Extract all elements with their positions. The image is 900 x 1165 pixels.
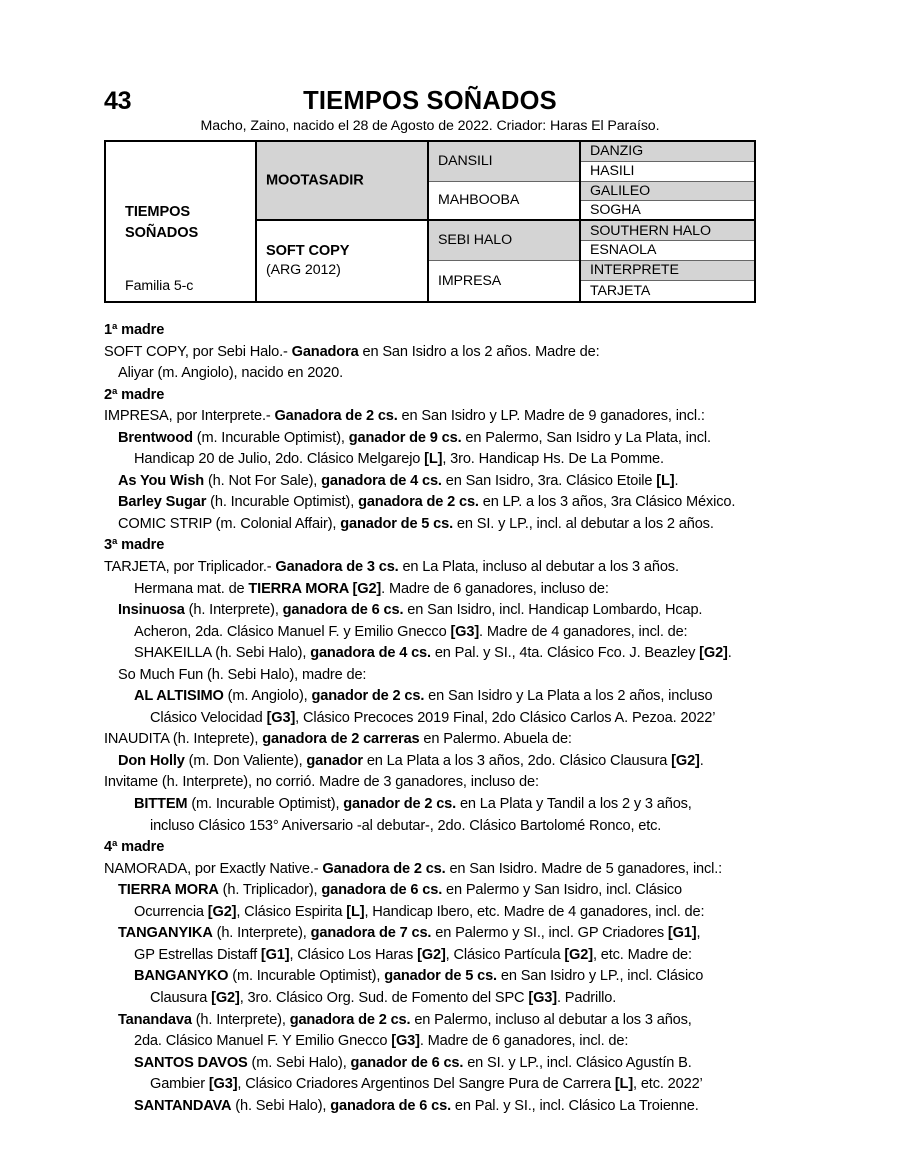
narrative-line: Clausura [G2], 3ro. Clásico Org. Sud. de Fomento del SPC [G3]. Padrillo. bbox=[150, 989, 617, 1006]
dam-year: (ARG 2012) bbox=[266, 262, 341, 279]
pedigree-cell-great-grandparent bbox=[581, 241, 754, 261]
narrative-line: Invitame (h. Interprete), no corrió. Madre de 3 ganadores, incluso de: bbox=[104, 774, 539, 791]
grandparent-name: DANSILI bbox=[438, 153, 493, 170]
narrative-line: Gambier [G3], Clásico Criadores Argentinos Del Sangre Pura de Carrera [L], etc. 2022’ bbox=[150, 1076, 703, 1093]
horse-subtitle: Macho, Zaino, nacido el 28 de Agosto de 2022. Criador: Haras El Paraíso. bbox=[200, 118, 660, 134]
great-grandparent-name: TARJETA bbox=[590, 282, 651, 299]
section-heading: 3ª madre bbox=[104, 537, 165, 554]
great-grandparent-name: ESNAOLA bbox=[590, 242, 657, 259]
pedigree-cell-subject bbox=[106, 142, 255, 300]
catalog-number: 43 bbox=[104, 87, 132, 115]
narrative-line: So Much Fun (h. Sebi Halo), madre de: bbox=[118, 666, 367, 683]
pedigree-cell-great-grandparent bbox=[581, 261, 754, 281]
pedigree-cell-grandparent bbox=[429, 221, 579, 261]
narrative-line: AL ALTISIMO (m. Angiolo), ganador de 2 cs. en San Isidro y La Plata a los 2 años, incluso bbox=[134, 688, 713, 705]
sire-name: MOOTASADIR bbox=[266, 172, 364, 189]
pedigree-narrative bbox=[104, 320, 804, 1117]
narrative-line: TARJETA, por Triplicador.- Ganadora de 3 cs. en La Plata, incluso al debutar a los 3 años. bbox=[104, 559, 679, 576]
narrative-line: BITTEM (m. Incurable Optimist), ganador de 2 cs. en La Plata y Tandil a los 2 y 3 años, bbox=[134, 796, 692, 813]
grandparent-name: SEBI HALO bbox=[438, 232, 513, 249]
narrative-line: NAMORADA, por Exactly Native.- Ganadora de 2 cs. en San Isidro. Madre de 5 ganadores, incl.: bbox=[104, 860, 723, 877]
pedigree-cell-great-grandparent bbox=[581, 162, 754, 182]
subject-name-line2: SOÑADOS bbox=[125, 225, 199, 241]
narrative-line: COMIC STRIP (m. Colonial Affair), ganador de 5 cs. en SI. y LP., incl. al debutar a los 2 años. bbox=[118, 515, 714, 532]
narrative-line: Don Holly (m. Don Valiente), ganador en La Plata a los 3 años, 2do. Clásico Clausura [G2]. bbox=[118, 752, 704, 769]
family-label: Familia 5-c bbox=[125, 278, 194, 295]
narrative-line: 2da. Clásico Manuel F. Y Emilio Gnecco [G3]. Madre de 6 ganadores, incl. de: bbox=[134, 1033, 629, 1050]
great-grandparent-name: SOGHA bbox=[590, 202, 641, 219]
narrative-line: Insinuosa (h. Interprete), ganadora de 6 cs. en San Isidro, incl. Handicap Lombardo, Hcap. bbox=[118, 602, 703, 619]
pedigree-cell-great-grandparent bbox=[581, 182, 754, 202]
pedigree-cell-grandparent bbox=[429, 182, 579, 222]
pedigree-column-great-grandparents bbox=[581, 142, 754, 301]
section-heading: 4ª madre bbox=[104, 839, 165, 856]
page-title: TIEMPOS SOÑADOS bbox=[303, 87, 557, 115]
narrative-line: BANGANYKO (m. Incurable Optimist), ganador de 5 cs. en San Isidro y LP., incl. Clásico bbox=[134, 968, 704, 985]
narrative-line: TIERRA MORA (h. Triplicador), ganadora de 6 cs. en Palermo y San Isidro, incl. Clásico bbox=[118, 882, 683, 899]
narrative-line: Ocurrencia [G2], Clásico Espirita [L], Handicap Ibero, etc. Madre de 4 ganadores, incl. de: bbox=[134, 903, 705, 920]
narrative-line: INAUDITA (h. Inteprete), ganadora de 2 carreras en Palermo. Abuela de: bbox=[104, 731, 572, 748]
narrative-line: Brentwood (m. Incurable Optimist), ganador de 9 cs. en Palermo, San Isidro y La Plata, incl. bbox=[118, 429, 711, 446]
pedigree-cell-grandparent bbox=[429, 142, 579, 182]
pedigree-table bbox=[104, 140, 756, 303]
pedigree-cell-great-grandparent bbox=[581, 201, 754, 221]
great-grandparent-name: GALILEO bbox=[590, 182, 651, 199]
great-grandparent-name: SOUTHERN HALO bbox=[590, 222, 711, 239]
great-grandparent-name: INTERPRETE bbox=[590, 262, 679, 279]
pedigree-column-grandparents bbox=[429, 142, 581, 301]
grandparent-name: MAHBOOBA bbox=[438, 192, 520, 209]
narrative-line: Aliyar (m. Angiolo), nacido en 2020. bbox=[118, 365, 343, 382]
narrative-line: Barley Sugar (h. Incurable Optimist), ganadora de 2 cs. en LP. a los 3 años, 3ra Clásico México. bbox=[118, 494, 736, 511]
narrative-line: SHAKEILLA (h. Sebi Halo), ganadora de 4 cs. en Pal. y SI., 4ta. Clásico Fco. J. Beazley [G2]. bbox=[134, 645, 732, 662]
narrative-line: SOFT COPY, por Sebi Halo.- Ganadora en San Isidro a los 2 años. Madre de: bbox=[104, 343, 600, 360]
pedigree-column-subject bbox=[106, 142, 257, 301]
section-heading: 1ª madre bbox=[104, 322, 165, 338]
narrative-line: GP Estrellas Distaff [G1], Clásico Los Haras [G2], Clásico Partícula [G2], etc. Madre de: bbox=[134, 946, 692, 963]
pedigree-cell-dam bbox=[257, 221, 427, 301]
narrative-line: Handicap 20 de Julio, 2do. Clásico Melgarejo [L], 3ro. Handicap Hs. De La Pomme. bbox=[134, 451, 664, 468]
page-header bbox=[104, 86, 756, 140]
section-heading: 2ª madre bbox=[104, 386, 165, 403]
narrative-line: incluso Clásico 153° Aniversario -al debutar-, 2do. Clásico Bartolomé Ronco, etc. bbox=[150, 817, 662, 834]
narrative-line: Tanandava (h. Interprete), ganadora de 2 cs. en Palermo, incluso al debutar a los 3 años, bbox=[118, 1011, 692, 1028]
dam-name: SOFT COPY bbox=[266, 243, 350, 260]
narrative-line: Clásico Velocidad [G3], Clásico Precoces 2019 Final, 2do Clásico Carlos A. Pezoa. 2022’ bbox=[150, 709, 716, 726]
narrative-line: SANTOS DAVOS (m. Sebi Halo), ganador de 6 cs. en SI. y LP., incl. Clásico Agustín B. bbox=[134, 1054, 692, 1071]
grandparent-name: IMPRESA bbox=[438, 272, 502, 289]
narrative-line: Hermana mat. de TIERRA MORA [G2]. Madre de 6 ganadores, incluso de: bbox=[134, 580, 609, 597]
subject-name-line1: TIEMPOS bbox=[125, 204, 190, 220]
pedigree-cell-sire bbox=[257, 142, 427, 221]
great-grandparent-name: DANZIG bbox=[590, 143, 643, 160]
great-grandparent-name: HASILI bbox=[590, 163, 635, 180]
narrative-line: As You Wish (h. Not For Sale), ganadora de 4 cs. en San Isidro, 3ra. Clásico Etoile [L]. bbox=[118, 472, 679, 489]
subject-name bbox=[125, 202, 198, 244]
narrative-line: IMPRESA, por Interprete.- Ganadora de 2 cs. en San Isidro y LP. Madre de 9 ganadores, incl.: bbox=[104, 408, 705, 425]
pedigree-cell-great-grandparent bbox=[581, 281, 754, 301]
narrative-line: SANTANDAVA (h. Sebi Halo), ganadora de 6 cs. en Pal. y SI., incl. Clásico La Troienne. bbox=[134, 1097, 699, 1114]
narrative-line: TANGANYIKA (h. Interprete), ganadora de 7 cs. en Palermo y SI., incl. GP Criadores [G1], bbox=[118, 925, 701, 942]
pedigree-column-parents bbox=[257, 142, 429, 301]
narrative-line: Acheron, 2da. Clásico Manuel F. y Emilio Gnecco [G3]. Madre de 4 ganadores, incl. de: bbox=[134, 623, 688, 640]
pedigree-cell-grandparent bbox=[429, 261, 579, 301]
pedigree-cell-great-grandparent bbox=[581, 142, 754, 162]
pedigree-cell-great-grandparent bbox=[581, 221, 754, 241]
